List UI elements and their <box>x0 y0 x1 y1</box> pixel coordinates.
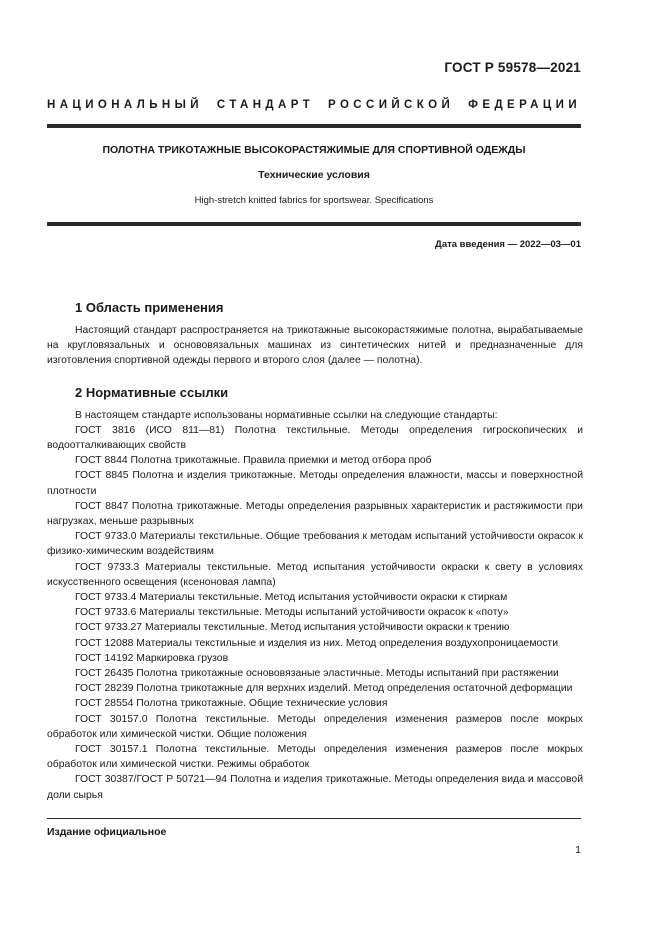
reference-item: ГОСТ 9733.4 Материалы текстильные. Метод испытания устойчивости окраски к стиркам <box>75 592 508 604</box>
page-number: 1 <box>575 844 581 856</box>
section-2-heading: 2 Нормативные ссылки <box>75 384 229 400</box>
reference-item: ГОСТ 30387/ГОСТ Р 50721—94 Полотна и изделия трикотажные. Методы определения вида и массовой доли сырья <box>47 774 583 801</box>
section-2-intro: В настоящем стандарте использованы нормативные ссылки на следующие стандарты: <box>75 409 498 421</box>
reference-item: ГОСТ 8847 Полотна трикотажные. Методы определения разрывных характеристик и растяжимости при нагрузках, меньше разрывных <box>47 500 583 528</box>
reference-item: ГОСТ 30157.1 Полотна текстильные. Методы определения изменения размеров после мокрых обработок или химической чистки. Режимы обработок <box>47 744 583 771</box>
document-subtitle: Технические условия <box>258 169 370 181</box>
footer-rule <box>47 818 581 819</box>
official-edition-label: Издание официальное <box>47 826 167 838</box>
reference-item: ГОСТ 12088 Материалы текстильные и изделия из них. Метод определения воздухопроницаемости <box>75 637 558 649</box>
middle-rule <box>47 222 581 226</box>
reference-item: ГОСТ 26435 Полотна трикотажные основовязаные эластичные. Методы испытаний при растяжении <box>75 668 559 680</box>
reference-item: ГОСТ 9733.3 Материалы текстильные. Метод испытания устойчивости окраски к свету в условиях искусственного освещения (ксеноновая лампа) <box>47 561 583 588</box>
top-rule <box>47 124 581 128</box>
document-title: ПОЛОТНА ТРИКОТАЖНЫЕ ВЫСОКОРАСТЯЖИМЫЕ ДЛЯ СПОРТИВНОЙ ОДЕЖДЫ <box>102 144 526 156</box>
reference-item: ГОСТ 28239 Полотна трикотажные для верхних изделий. Метод определения остаточной деформации <box>75 683 573 695</box>
reference-item: ГОСТ 28554 Полотна трикотажные. Общие технические условия <box>75 698 388 710</box>
reference-item: ГОСТ 14192 Маркировка грузов <box>75 652 229 664</box>
reference-item: ГОСТ 9733.6 Материалы текстильные. Методы испытаний устойчивости окрасок к «поту» <box>75 607 509 619</box>
main-content <box>47 298 583 803</box>
national-standard-heading: НАЦИОНАЛЬНЫЙ СТАНДАРТ РОССИЙСКОЙ ФЕДЕРАЦИИ <box>47 99 581 111</box>
reference-item: ГОСТ 8845 Полотна и изделия трикотажные. Методы определения влажности, массы и поверхностной плотности <box>47 470 583 497</box>
section-2-body <box>47 408 583 803</box>
section-1-heading: 1 Область применения <box>75 300 224 315</box>
introduction-date: Дата введения — 2022—03—01 <box>435 239 581 250</box>
reference-item: ГОСТ 9733.27 Материалы текстильные. Метод испытания устойчивости окраски к трению <box>75 622 510 634</box>
reference-item: ГОСТ 9733.0 Материалы текстильные. Общие требования к методам испытаний устойчивости окрасок к физико-химическим воздействиям <box>47 531 583 558</box>
reference-item: ГОСТ 3816 (ИСО 811—81) Полотна текстильные. Методы определения гигроскопических и водоотталкивающих свойств <box>47 424 583 452</box>
english-title: High-stretch knitted fabrics for sportswear. Specifications <box>194 195 434 206</box>
reference-item: ГОСТ 30157.0 Полотна текстильные. Методы определения изменения размеров после мокрых обработок или химической чистки. Общие положения <box>47 713 583 740</box>
section-1-text: Настоящий стандарт распространяется на трикотажные высокорастяжимые полотна, вырабатываемые на кругловязальных и основовязальных машинах из синтетических нитей и предназначенные для изготовления спортивной одежды первого и второго слоя (далее — полотна). <box>47 325 583 367</box>
document-number: ГОСТ Р 59578—2021 <box>444 60 581 75</box>
reference-item: ГОСТ 8844 Полотна трикотажные. Правила приемки и метод отбора проб <box>75 455 432 467</box>
